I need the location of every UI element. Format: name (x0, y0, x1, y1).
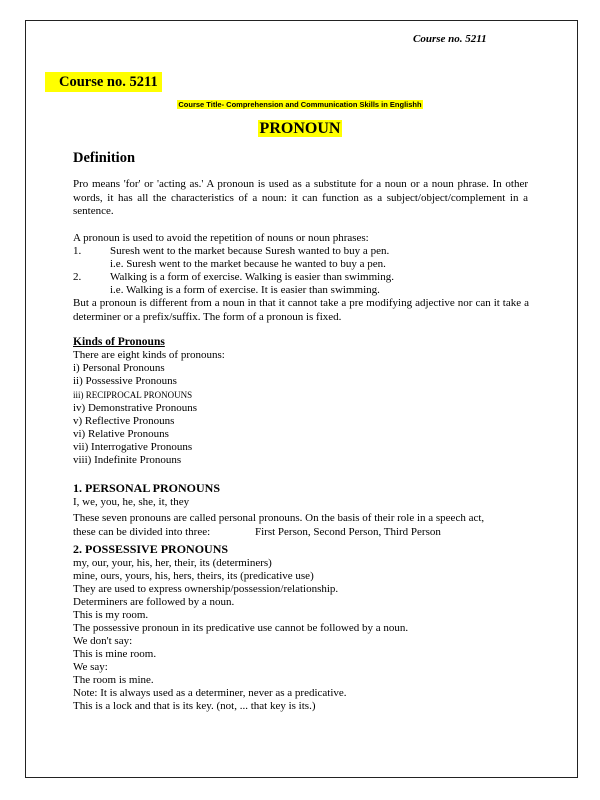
possessive-line: They are used to express ownership/possession/relationship. (73, 583, 339, 595)
possessive-line: This is a lock and that is its key. (not, ... that key is its.) (73, 700, 316, 712)
example-2-number: 2. (73, 271, 82, 283)
running-header: Course no. 5211 (413, 33, 487, 45)
personal-description-2: these can be divided into three: (73, 526, 211, 538)
kinds-list-item: iii) RECIPROCAL PRONOUNS (73, 390, 193, 400)
possessive-line: my, our, your, his, her, their, its (determiners) (73, 557, 272, 569)
kinds-list-item: vi) Relative Pronouns (73, 428, 169, 440)
course-title-text: Course Title- Comprehension and Communication Skills in Englishh (178, 100, 422, 109)
personal-list: I, we, you, he, she, it, they (73, 496, 190, 508)
kinds-intro: There are eight kinds of pronouns: (73, 349, 225, 361)
possessive-line: This is my room. (73, 609, 149, 621)
page-title-text: PRONOUN (259, 120, 341, 137)
fixed-form-paragraph: But a pronoun is different from a noun in that it cannot take a pre modifying adjective nor can it take a determiner or a prefix/suffix. The form of a pronoun is fixed. (73, 297, 529, 323)
definition-heading: Definition (73, 150, 136, 166)
possessive-line: mine, ours, yours, his, hers, theirs, its (predicative use) (73, 570, 314, 582)
possessive-line: Note: It is always used as a determiner, never as a predicative. (73, 687, 347, 699)
example-1-number: 1. (73, 245, 82, 257)
possessive-line: We say: (73, 661, 108, 673)
example-2-ie: i.e. Walking is a form of exercise. It is easier than swimming. (110, 284, 380, 296)
repetition-intro: A pronoun is used to avoid the repetition of nouns or noun phrases: (73, 232, 369, 244)
possessive-heading: 2. POSSESSIVE PRONOUNS (73, 542, 229, 556)
kinds-list-item: v) Reflective Pronouns (73, 415, 175, 427)
kinds-list-item: iv) Demonstrative Pronouns (73, 402, 198, 414)
possessive-line: Determiners are followed by a noun. (73, 596, 235, 608)
personal-description: These seven pronouns are called personal pronouns. On the basis of their role in a speech act, (73, 512, 485, 524)
example-1-ie: i.e. Suresh went to the market because he wanted to buy a pen. (110, 258, 386, 270)
possessive-line: The possessive pronoun in its predicative use cannot be followed by a noun. (73, 622, 409, 634)
kinds-list-item: vii) Interrogative Pronouns (73, 441, 193, 453)
kinds-list-item: viii) Indefinite Pronouns (73, 454, 182, 466)
personal-heading: 1. PERSONAL PRONOUNS (73, 481, 221, 495)
person-types: First Person, Second Person, Third Person (255, 526, 441, 538)
possessive-line: We don't say: (73, 635, 133, 647)
page-title (0, 120, 600, 138)
definition-paragraph: Pro means 'for' or 'acting as.' A pronoun is used as a substitute for a noun or a noun phrase. In other words, it has all the characteristics of a noun: it can function as a subject/object/complement in a sentence. (73, 178, 528, 217)
example-2: Walking is a form of exercise. Walking is easier than swimming. (110, 271, 394, 283)
kinds-list-item: i) Personal Pronouns (73, 362, 165, 374)
possessive-line: This is mine room. (73, 648, 157, 660)
example-1: Suresh went to the market because Suresh wanted to buy a pen. (110, 245, 390, 257)
kinds-heading: Kinds of Pronouns (73, 336, 165, 348)
course-number-highlight: Course no. 5211 (45, 72, 162, 92)
kinds-list-item: ii) Possessive Pronouns (73, 375, 177, 387)
course-title (0, 100, 600, 109)
possessive-line: The room is mine. (73, 674, 154, 686)
